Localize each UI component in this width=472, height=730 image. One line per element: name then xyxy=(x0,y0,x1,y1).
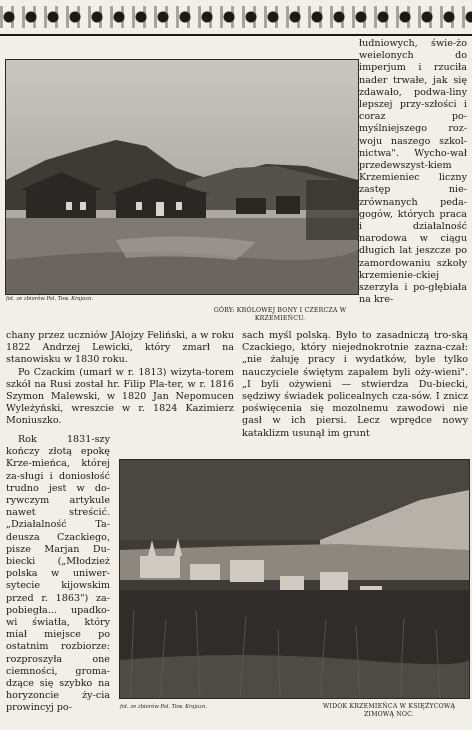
paragraph-3: Rok 1831-szy kończy złotą epokę Krze-mieńca, której za-sługi i doniosłość trudno jest w do-rywczym artykule nawet streścić. „Działalność Ta-deusza Czackiego, pisze Marjan Du-biecki („Młodzież polska w uniwer-sytecie kijowskim przed r. 1863") za-pobiegła... upadko-wi światła, który miał miejsce po ostatnim rozbiorze: rozproszyła one ciemności, groma-dzące się szybko na horyzoncie ży-cia prowincyj po- xyxy=(6,434,110,714)
photo-hills xyxy=(5,59,359,295)
photo-credit-top: fot. ze zbiorów Pol. Tow. Krajozn. xyxy=(6,296,93,302)
left-body-text xyxy=(6,330,234,428)
paragraph-right-1: sach myśl polską. Było to zasadniczą tro-ską Czackiego, który niejednokrotnie zazna-czał: „nie żałuję pracy i wydatków, byle tylko nauczyciele świętym zapałem byli oży-wieni". „I byli ożywieni — stwierdza Du-biecki, sędziwy świadek policealnych cza-sów. I znicz poświęcenia się mozolnemu zawodowi nie gasł w ich piersi. Lecz wprędce nowy kataklizm usunął im grunt xyxy=(242,330,468,439)
photo-caption-top: GÓRY: KRÓLOWEJ BONY I CZERCZA W KRZEMIEŃCU. xyxy=(213,307,347,322)
paragraph-1: chany przez uczniów JAlojzy Feliński, a w roku 1822 Andrzej Lewicki, który zmarł na stanowisku w 1830 roku. xyxy=(6,330,234,366)
decorative-border xyxy=(0,0,472,36)
left-narrow-text xyxy=(6,434,110,715)
photo-credit-bottom: fot. ze zbiorów Pol. Tow. Krajozn. xyxy=(120,704,207,710)
right-column-text xyxy=(359,38,467,306)
right-body-text xyxy=(242,330,468,440)
photo-town-night xyxy=(119,459,470,699)
right-column-paragraph: łudniowych, świe-żo weielonych do imperjum i rzuciła nader trwałe, jak się zdawało, podwa-liny lepszej przy-szłości i coraz po-myślniejszego roz-woju naszego szkol-nictwa". Wycho-wał przedewszyst-kiem Krzemieniec liczny zastęp nie-zrównanych peda-gogów, których praca i działalność narodowa w ciągu długich lat jeszcze po zamordowaniu szkoły krzemienie-ckiej szerzyła i po-głębiała na kre- xyxy=(359,38,467,306)
paragraph-2: Po Czackim (umarł w r. 1813) wizyta-torem szkół na Rusi został hr. Filip Pla-ter, w r. 1816 Szymon Malewski, w 1820 Jan Nepomucen Wyleżyński, wreszcie w r. 1824 Kazimierz Moniuszko. xyxy=(6,366,234,427)
photo-caption-bottom: WIDOK KRZEMIEŃCA W KSIĘŻYCOWĄ ZIMOWĄ NOC. xyxy=(322,703,456,718)
